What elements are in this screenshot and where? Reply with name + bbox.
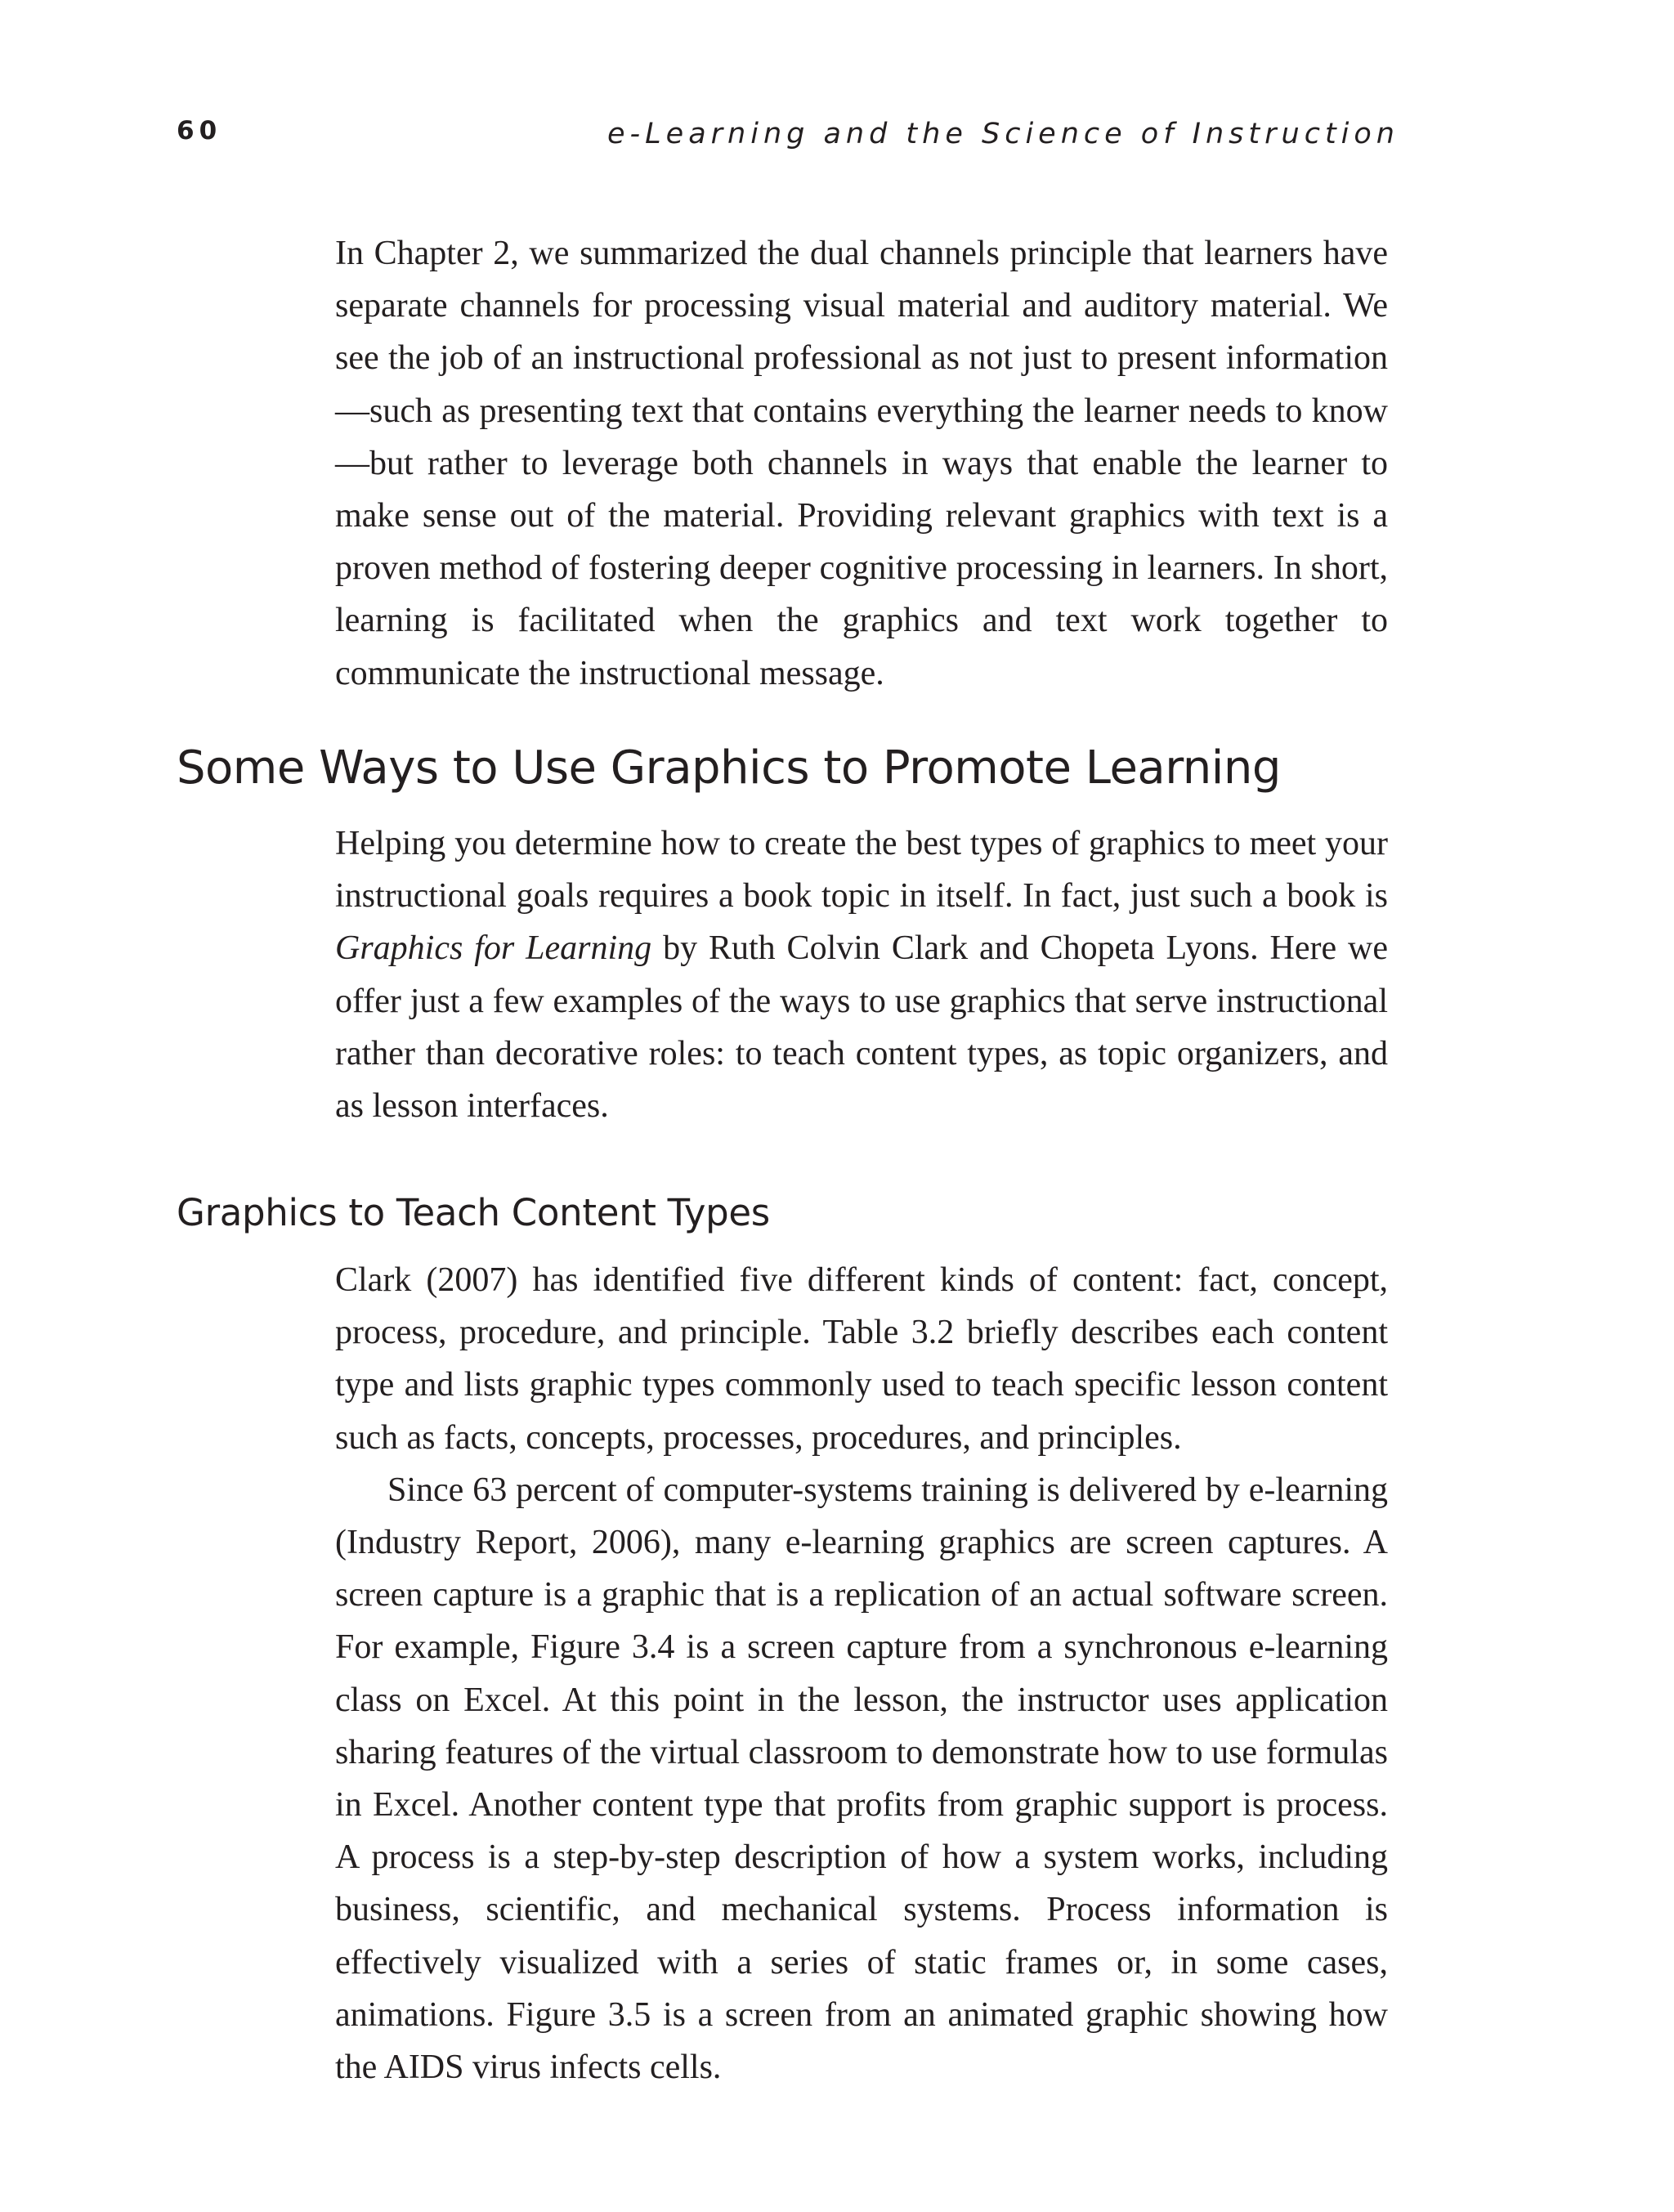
section-paragraph — [335, 817, 1388, 1132]
section-heading: Some Ways to Use Graphics to Promote Learning — [177, 741, 1281, 795]
intro-paragraph: In Chapter 2, we summarized the dual channels principle that learners have separate channels for processing visual material and auditory material. We see the job of an instructional professional as not just to present information—such as presenting text that contains everything the learner needs to know—but rather to leverage both channels in ways that enable the learner to make sense out of the material. Providing relevant graphics with text is a proven method of fostering deeper cognitive processing in learners. In short, learning is facilitated when the graphics and text work together to communicate the instructional message. — [335, 235, 1388, 692]
section-paragraph-part-2: by Ruth Colvin Clark and Chopeta Lyons. Here we offer just a few examples of the ways to use graphics that serve instructional rather than decorative roles: to teach content types, as topic organizers, and as lesson interfaces. — [335, 929, 1388, 1126]
section-paragraph-part-1: Helping you determine how to create the best types of graphics to meet your instructional goals requires a book topic in itself. In fact, just such a book is — [335, 825, 1388, 916]
book-reference: Graphics for Learning — [335, 929, 652, 968]
section-body — [335, 817, 1388, 1132]
intro-section — [335, 227, 1388, 700]
subsection-paragraph-2: Since 63 percent of computer-systems training is delivered by e-learning (Industry Report, 2006), many e-learning graphics are screen captures. A screen capture is a graphic that is a replication of an actual software screen. For example, Figure 3.4 is a screen capture from a synchronous e-learning class on Excel. At this point in the lesson, the instructor uses application sharing features of the virtual classroom to demonstrate how to use formulas in Excel. Another content type that profits from graphic support is process. A process is a step-by-step description of how a system works, including business, scientific, and mechanical systems. Process information is effectively visualized with a series of static frames or, in some cases, animations. Figure 3.5 is a screen from an animated graphic showing how the AIDS virus infects cells. — [335, 1471, 1388, 2087]
page-number: 60 — [177, 116, 222, 146]
running-head-title: e-Learning and the Science of Instruction — [607, 118, 1399, 150]
running-head — [177, 114, 1399, 155]
subsection-paragraph-1: Clark (2007) has identified five different kinds of content: fact, concept, process, procedure, and principle. Table 3.2 briefly describes each content type and lists graphic types commonly used to teach specific lesson content such as facts, concepts, processes, procedures, and principles. — [335, 1261, 1388, 1457]
subsection-body — [335, 1254, 1388, 2093]
subsection-heading: Graphics to Teach Content Types — [177, 1191, 770, 1234]
